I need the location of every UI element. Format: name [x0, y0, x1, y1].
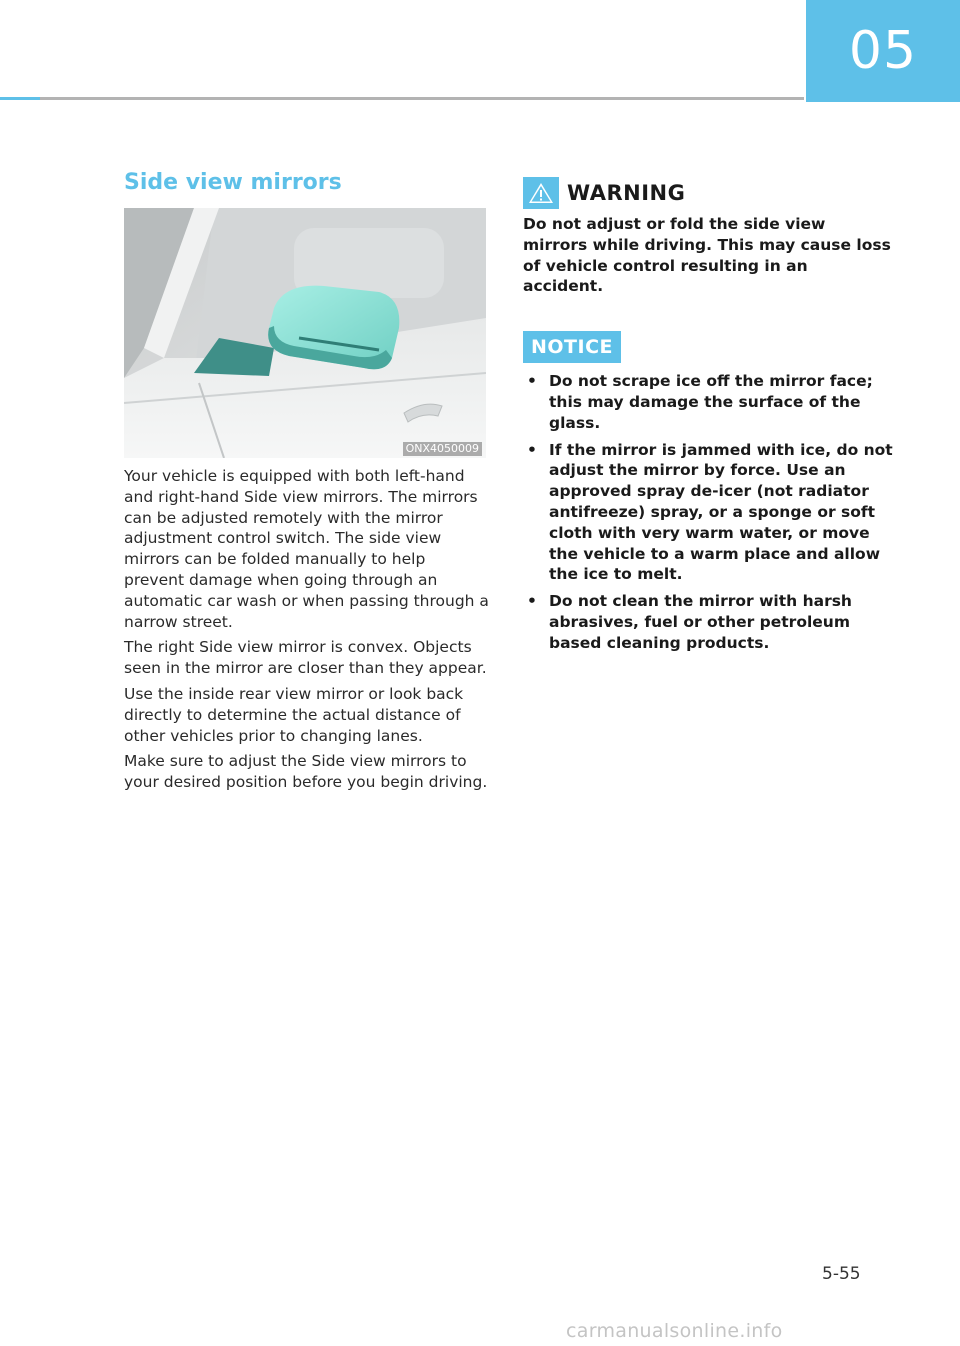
watermark: carmanualsonline.info [566, 1320, 783, 1342]
warning-text: Do not adjust or fold the side view mirrors while driving. This may cause loss of vehicle control resulting in an accident. [523, 215, 891, 296]
body-paragraph: The right Side view mirror is convex. Objects seen in the mirror are closer than they appear. [124, 638, 487, 678]
list-item [523, 371, 893, 433]
section-title: Side view mirrors [124, 170, 342, 195]
warning-icon [523, 177, 559, 209]
body-paragraph: Make sure to adjust the Side view mirrors to your desired position before you begin driving. [124, 752, 488, 792]
bullet-icon: • [527, 440, 537, 459]
warning-label: WARNING [567, 181, 686, 205]
side-mirror-illustration [124, 208, 486, 458]
list-item [523, 440, 893, 586]
notice-list [523, 371, 893, 653]
body-paragraph: Use the inside rear view mirror or look back directly to determine the actual distance of other vehicles prior to changing lanes. [124, 684, 464, 745]
notice-label: NOTICE [523, 331, 621, 363]
right-column [523, 176, 893, 660]
bullet-icon: • [527, 592, 537, 611]
page-number: 5-55 [822, 1264, 861, 1284]
figure-code: ONX4050009 [403, 442, 482, 456]
body-text [124, 466, 490, 798]
notice-item-text: Do not clean the mirror with harsh abrasives, fuel or other petroleum based cleaning products. [549, 592, 852, 652]
header-rule-accent [0, 97, 40, 100]
bullet-icon: • [527, 372, 537, 391]
header-rule [0, 97, 804, 100]
chapter-tab: 05 [806, 0, 960, 102]
body-paragraph: Your vehicle is equipped with both left-hand and right-hand Side view mirrors. The mirrors can be adjusted remotely with the mirror adjustment control switch. The side view mirrors can be folded manually to help prevent damage when going through an automatic car wash or when passing through a narrow street. [124, 467, 489, 631]
warning-header [523, 176, 893, 210]
notice-item-text: If the mirror is jammed with ice, do not adjust the mirror by force. Use an approved spray de-icer (not radiator antifreeze) spray, or a sponge or soft cloth with very warm water, or move the vehicle to a warm place and allow the ice to melt. [549, 440, 893, 584]
notice-item-text: Do not scrape ice off the mirror face; this may damage the surface of the glass. [549, 372, 873, 432]
list-item [523, 591, 893, 653]
